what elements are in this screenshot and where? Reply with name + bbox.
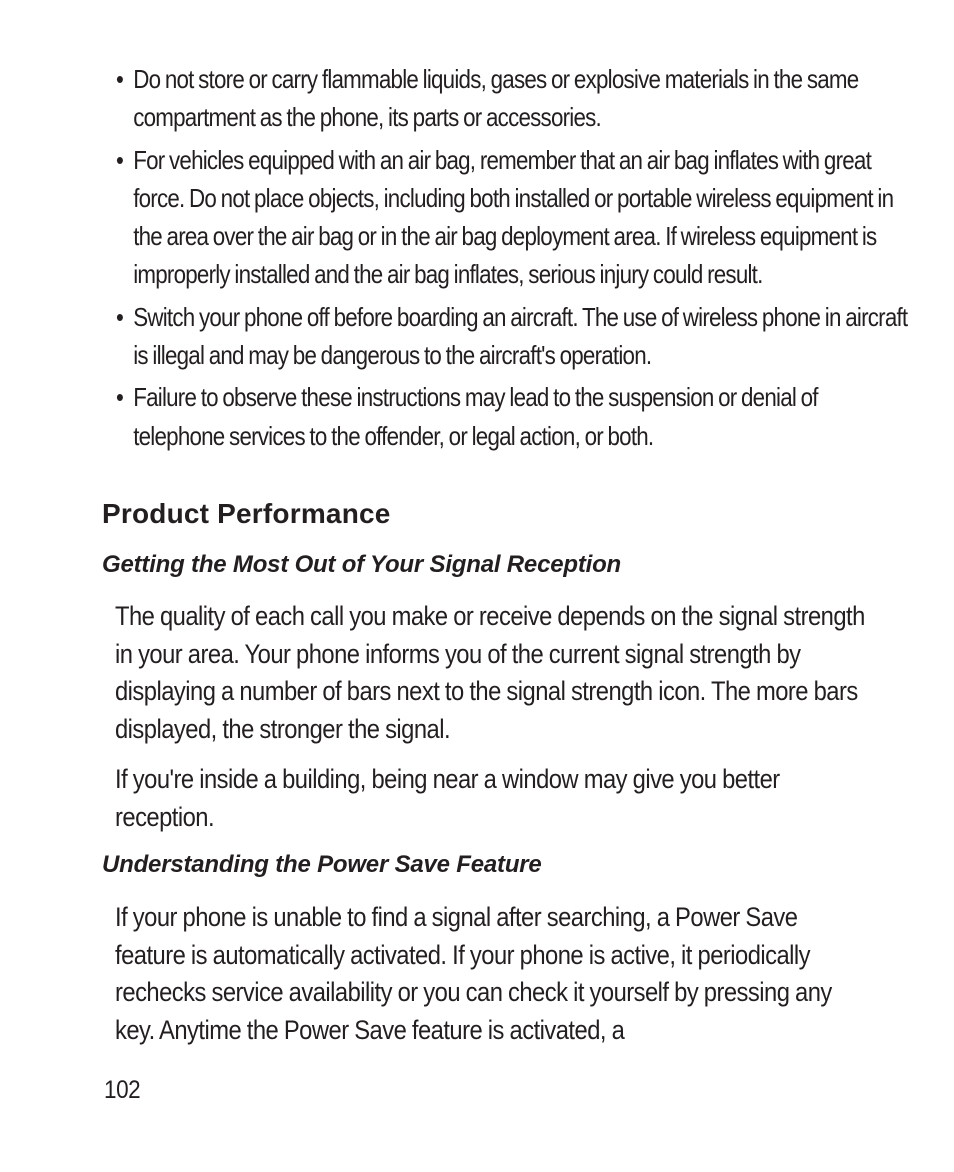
bullet-text: Switch your phone off before boarding an aircraft. The use of wireless phone in aircraft is illegal and may be dangerous to the aircraft's operation. [133, 301, 908, 371]
bullet-symbol: • [116, 301, 124, 332]
bullet-text: For vehicles equipped with an air bag, remember that an air bag inflates with great force. Do not place objects, including both installed or portable wireless equipment in the area over the air bag or in the air bag deployment area. If wireless equipment is improperly installed and the air bag inflates, serious injury could result. [133, 144, 894, 290]
bullet-text: Failure to observe these instructions may lead to the suspension or denial of telephone services to the offender, or legal action, or both. [133, 382, 818, 451]
signal-paragraph: If you're inside a building, being near a window may give you better reception. [115, 764, 780, 832]
bullet-symbol: • [116, 144, 124, 175]
power-save-heading: Understanding the Power Save Feature [102, 851, 542, 878]
bullet-symbol: • [116, 382, 124, 413]
power-save-paragraph: If your phone is unable to find a signal after searching, a Power Save feature is automatically activated. If your phone is active, it periodically rechecks service availability or you can check it yourself by pressing any key. Anytime the Power Save feature is activated, a [115, 902, 832, 1046]
bullet-symbol: • [116, 64, 124, 94]
bullet-item [116, 378, 912, 455]
bullet-text: Do not store or carry flammable liquids, gases or explosive materials in the same compartment as the phone, its parts or accessories. [133, 64, 859, 133]
bullet-item [116, 298, 912, 375]
bullet-item [116, 141, 912, 294]
safety-bullet-list [116, 60, 908, 459]
page-number: 102 [104, 1076, 141, 1104]
section-title: Product Performance [102, 498, 391, 529]
signal-reception-heading: Getting the Most Out of Your Signal Reception [102, 551, 622, 578]
signal-paragraph: The quality of each call you make or receive depends on the signal strength in your area. Your phone informs you of the current signal strength by displaying a number of bars next to the signal strength icon. The more bars displayed, the stronger the signal. [115, 601, 865, 745]
bullet-item [116, 60, 912, 137]
